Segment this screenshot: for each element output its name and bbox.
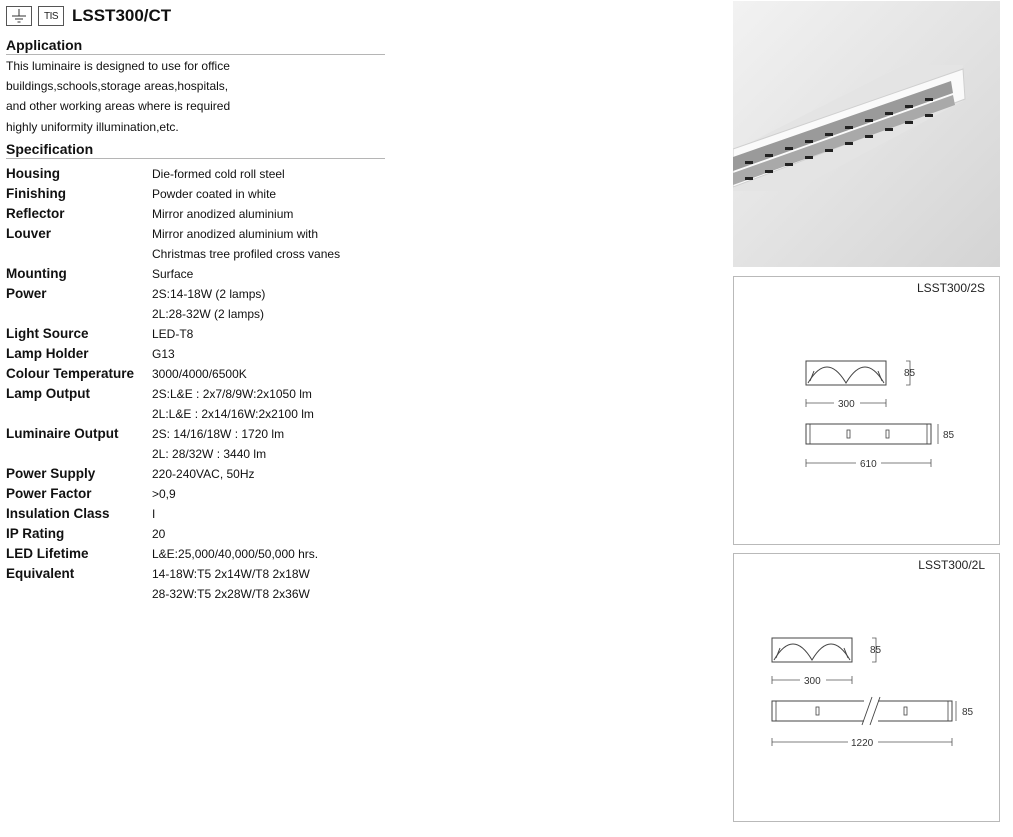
- spec-label: LED Lifetime: [6, 546, 89, 561]
- spec-label: Louver: [6, 226, 52, 241]
- model-title: LSST300/CT: [72, 6, 172, 25]
- spec-label: Colour Temperature: [6, 366, 135, 381]
- spec-label: IP Rating: [6, 526, 65, 541]
- drawing-label-2s: LSST300/2S: [916, 281, 985, 295]
- spec-values: [152, 224, 412, 264]
- spec-values: [152, 324, 412, 344]
- spec-row: [6, 264, 412, 284]
- width-dim-2s: 300: [838, 399, 855, 410]
- spec-value: 2S: 14/16/18W : 1720 lm: [152, 427, 285, 441]
- spec-value: Mirror anodized aluminium: [152, 207, 294, 221]
- spec-row: [6, 344, 412, 364]
- application-line: This luminaire is designed to use for office: [6, 59, 230, 73]
- spec-values: [152, 164, 412, 184]
- spec-value: G13: [152, 347, 175, 361]
- spec-values: [152, 544, 412, 564]
- spec-label: Light Source: [6, 326, 89, 341]
- spec-row: [6, 484, 412, 504]
- spec-value: Surface: [152, 267, 194, 281]
- spec-row: [6, 504, 412, 524]
- spec-values: [152, 344, 412, 364]
- product-photo: [733, 1, 1000, 267]
- spec-label: Lamp Output: [6, 386, 90, 401]
- spec-row: [6, 284, 412, 324]
- application-line: buildings,schools,storage areas,hospitals,: [6, 79, 229, 94]
- spec-label: Lamp Holder: [6, 346, 89, 361]
- specification-table: [6, 164, 412, 604]
- spec-value: >0,9: [152, 487, 176, 501]
- ground-symbol-icon: [6, 6, 32, 26]
- technical-drawing-2l: [734, 554, 999, 821]
- spec-row: [6, 384, 412, 424]
- spec-value: 3000/4000/6500K: [152, 367, 247, 381]
- application-line: highly uniformity illumination,etc.: [6, 119, 179, 134]
- spec-label: Housing: [6, 166, 60, 181]
- spec-value: L&E:25,000/40,000/50,000 hrs.: [152, 547, 319, 561]
- spec-value: LED-T8: [152, 327, 194, 341]
- spec-value: Mirror anodized aluminium with: [152, 227, 319, 241]
- height-dim-section-2l: 85: [870, 645, 882, 656]
- spec-value: 2L:28-32W (2 lamps): [152, 307, 265, 321]
- spec-value: 14-18W:T5 2x14W/T8 2x18W: [152, 567, 310, 581]
- drawing-panel-2l: [733, 553, 1000, 822]
- spec-value: 28-32W:T5 2x28W/T8 2x36W: [152, 587, 310, 601]
- spec-values: [152, 204, 412, 224]
- drawing-panel-2s: [733, 276, 1000, 545]
- application-line: and other working areas where is required: [6, 99, 231, 114]
- specification-heading: Specification: [6, 141, 385, 159]
- application-text: [6, 56, 266, 137]
- spec-values: [152, 264, 412, 284]
- height-dim-side-2s: 85: [943, 430, 955, 441]
- technical-drawing-2s: [734, 277, 999, 544]
- spec-values: [152, 364, 412, 384]
- spec-values: [152, 284, 412, 324]
- spec-label: Mounting: [6, 266, 67, 281]
- spec-values: [152, 424, 412, 464]
- spec-row: [6, 324, 412, 344]
- spec-label: Power: [6, 286, 47, 301]
- spec-values: [152, 484, 412, 504]
- application-heading: Application: [6, 37, 385, 55]
- spec-row: [6, 564, 412, 604]
- spec-label: Power Supply: [6, 466, 96, 481]
- spec-value: 2S:L&E : 2x7/8/9W:2x1050 lm: [152, 387, 312, 401]
- spec-value: I: [152, 507, 156, 521]
- drawing-label-2l: LSST300/2L: [918, 558, 985, 572]
- spec-label: Equivalent: [6, 566, 75, 581]
- spec-values: [152, 184, 412, 204]
- spec-row: [6, 204, 412, 224]
- spec-value: Powder coated in white: [152, 187, 277, 201]
- spec-label: Power Factor: [6, 486, 92, 501]
- length-dim-2l: 1220: [851, 738, 874, 749]
- spec-row: [6, 364, 412, 384]
- spec-value: 2L: 28/32W : 3440 lm: [152, 447, 267, 461]
- spec-values: [152, 524, 412, 544]
- spec-label: Insulation Class: [6, 506, 110, 521]
- spec-values: [152, 464, 412, 484]
- width-dim-2l: 300: [804, 676, 821, 687]
- spec-values: [152, 564, 412, 604]
- height-dim-side-2l: 85: [962, 707, 974, 718]
- spec-label: Finishing: [6, 186, 66, 201]
- spec-value: Christmas tree profiled cross vanes: [152, 247, 341, 261]
- length-dim-2s: 610: [860, 459, 877, 470]
- spec-label: Luminaire Output: [6, 426, 119, 441]
- spec-row: [6, 424, 412, 464]
- document-header: [6, 4, 171, 28]
- tis-certification-icon: [38, 6, 64, 26]
- height-dim-section-2s: 85: [904, 368, 916, 379]
- spec-values: [152, 384, 412, 424]
- spec-row: [6, 464, 412, 484]
- spec-label: Reflector: [6, 206, 65, 221]
- spec-row: [6, 224, 412, 264]
- tis-mark: TIS: [43, 10, 59, 22]
- spec-value: 2L:L&E : 2x14/16W:2x2100 lm: [152, 407, 314, 421]
- spec-row: [6, 524, 412, 544]
- spec-row: [6, 544, 412, 564]
- spec-values: [152, 504, 412, 524]
- spec-value: 220-240VAC, 50Hz: [152, 467, 255, 481]
- spec-value: Die-formed cold roll steel: [152, 167, 285, 181]
- spec-row: [6, 184, 412, 204]
- spec-row: [6, 164, 412, 184]
- spec-value: 2S:14-18W (2 lamps): [152, 287, 266, 301]
- spec-value: 20: [152, 527, 166, 541]
